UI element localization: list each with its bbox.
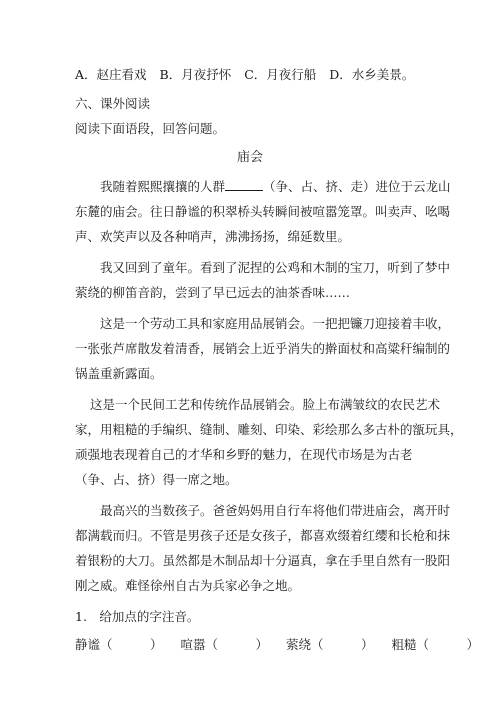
- passage-text: 我随着熙熙攘攘的人群: [100, 179, 226, 194]
- fill-blank[interactable]: [225, 179, 263, 191]
- passage-line: 我又回到了童年。看到了泥捏的公鸡和木制的宝刀，听到了梦中: [100, 260, 451, 275]
- passage-title: 庙会: [236, 150, 263, 165]
- passage-line: 这是一个民间工艺和传统作品展销会。脸上布满皱纹的农民艺术: [90, 397, 441, 412]
- choice-d: D．水乡美景。: [329, 67, 415, 82]
- passage-line: 刚之威。难怪徐州自古为兵家必争之地。: [75, 578, 301, 593]
- passage-line: 声、欢笑声以及各种哨声，沸沸扬扬，绵延数里。: [75, 229, 351, 244]
- answer-choices: [75, 67, 435, 83]
- choice-a: A．赵庄看戏: [75, 67, 147, 82]
- choice-c: C．月夜行船: [244, 67, 317, 82]
- passage-line: [100, 179, 460, 195]
- passage-line: 家，用粗糙的手编织、缝制、雕刻、印染、彩绘那么多古朴的㼸玩具，: [75, 422, 463, 437]
- passage-text: （争、占、挤、走）进位于云龙山: [263, 179, 451, 194]
- question-label: 1. 给加点的字注音。: [75, 609, 200, 624]
- passage-line: 锅盖重新露面。: [75, 366, 163, 381]
- passage-line: 这是一个劳动工具和家庭用品展销会。一把把镰刀迎接着丰收，: [100, 316, 451, 331]
- passage-line: 都满载而归。不管是男孩子还是女孩子，都喜欢缀着红缨和长枪和抹: [75, 528, 451, 543]
- passage-line: 着银粉的大刀。虽然都是木制品却十分逼真，拿在手里自然有一股阳: [75, 553, 451, 568]
- section-heading: 六、课外阅读: [75, 96, 151, 111]
- pinyin-answer-row: [75, 637, 480, 653]
- passage-line: 最高兴的当数孩子。爸爸妈妈用自行车将他们带进庙会，离开时: [100, 503, 451, 518]
- passage-line: （争、占、挤）得一席之地。: [75, 472, 238, 487]
- pinyin-item[interactable]: 静谧（ ）: [75, 637, 163, 652]
- pinyin-item[interactable]: 萦绕（ ）: [286, 637, 374, 652]
- passage-line: 顽强地表现着自己的才华和乡野的魅力，在现代市场是为古老: [75, 447, 413, 462]
- choice-b: B．月夜抒怀: [159, 67, 232, 82]
- passage-line: 萦绕的柳笛音韵，尝到了早已远去的油茶香味……: [75, 285, 351, 300]
- pinyin-item[interactable]: 喧嚣（ ）: [180, 637, 269, 652]
- pinyin-item[interactable]: 粗糙（ ）: [391, 637, 480, 652]
- passage-line: 东麓的庙会。往日静谧的积翠桥头转瞬间被喧嚣笼罩。叫卖声、吆喝: [75, 204, 451, 219]
- instruction-text: 阅读下面语段，回答问题。: [75, 121, 226, 136]
- passage-line: 一张张芦席散发着清香，展销会上近乎消失的擀面杖和高粱秆编制的: [75, 341, 451, 356]
